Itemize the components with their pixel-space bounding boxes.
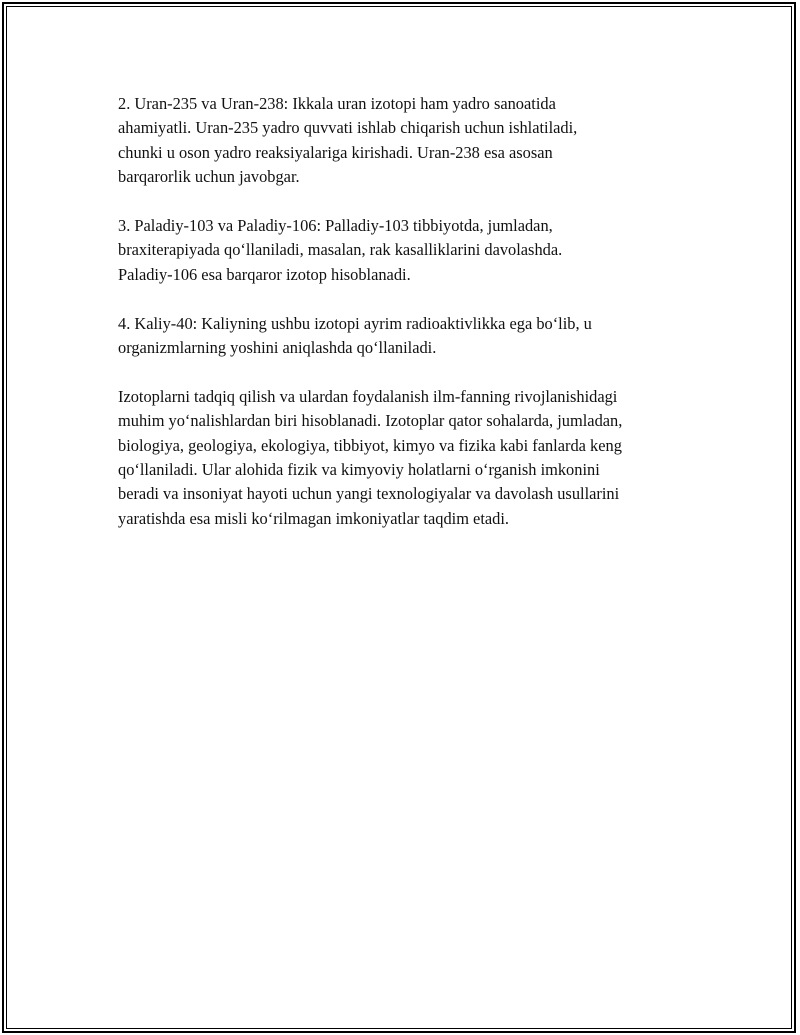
text-line: organizmlarning yoshini aniqlashda qo‘llaniladi. <box>118 338 437 358</box>
paragraph-uranium <box>118 92 698 190</box>
text-line: biologiya, geologiya, ekologiya, tibbiyot, kimyo va fizika kabi fanlarda keng <box>118 435 622 455</box>
document-body <box>118 92 698 556</box>
text-line: chunki u oson yadro reaksiyalariga kirishadi. Uran-238 esa asosan <box>118 142 553 162</box>
text-line: ahamiyatli. Uran-235 yadro quvvati ishlab chiqarish uchun ishlatiladi, <box>118 118 578 138</box>
paragraph-palladium <box>118 214 698 287</box>
text-line: 2. Uran-235 va Uran-238: Ikkala uran izotopi ham yadro sanoatida <box>118 94 556 113</box>
text-line: muhim yo‘nalishlardan biri hisoblanadi. Izotoplar qator sohalarda, jumladan, <box>118 411 623 431</box>
paragraph-conclusion <box>118 385 698 531</box>
text-line: Paladiy-106 esa barqaror izotop hisoblanadi. <box>118 264 411 284</box>
text-line: 4. Kaliy-40: Kaliyning ushbu izotopi ayrim radioaktivlikka ega bo‘lib, u <box>118 313 592 333</box>
text-line: braxiterapiyada qo‘llaniladi, masalan, rak kasalliklarini davolashda. <box>118 240 563 260</box>
text-line: 3. Paladiy-103 va Paladiy-106: Palladiy-103 tibbiyotda, jumladan, <box>118 216 553 236</box>
text-line: barqarorlik uchun javobgar. <box>118 167 300 187</box>
paragraph-potassium <box>118 312 698 361</box>
text-line: yaratishda esa misli ko‘rilmagan imkoniyatlar taqdim etadi. <box>118 508 509 528</box>
text-line: Izotoplarni tadqiq qilish va ulardan foydalanish ilm-fanning rivojlanishidagi <box>118 386 618 406</box>
text-line: qo‘llaniladi. Ular alohida fizik va kimyoviy holatlarni o‘rganish imkonini <box>118 460 600 480</box>
text-line: beradi va insoniyat hayoti uchun yangi texnologiyalar va davolash usullarini <box>118 484 620 504</box>
